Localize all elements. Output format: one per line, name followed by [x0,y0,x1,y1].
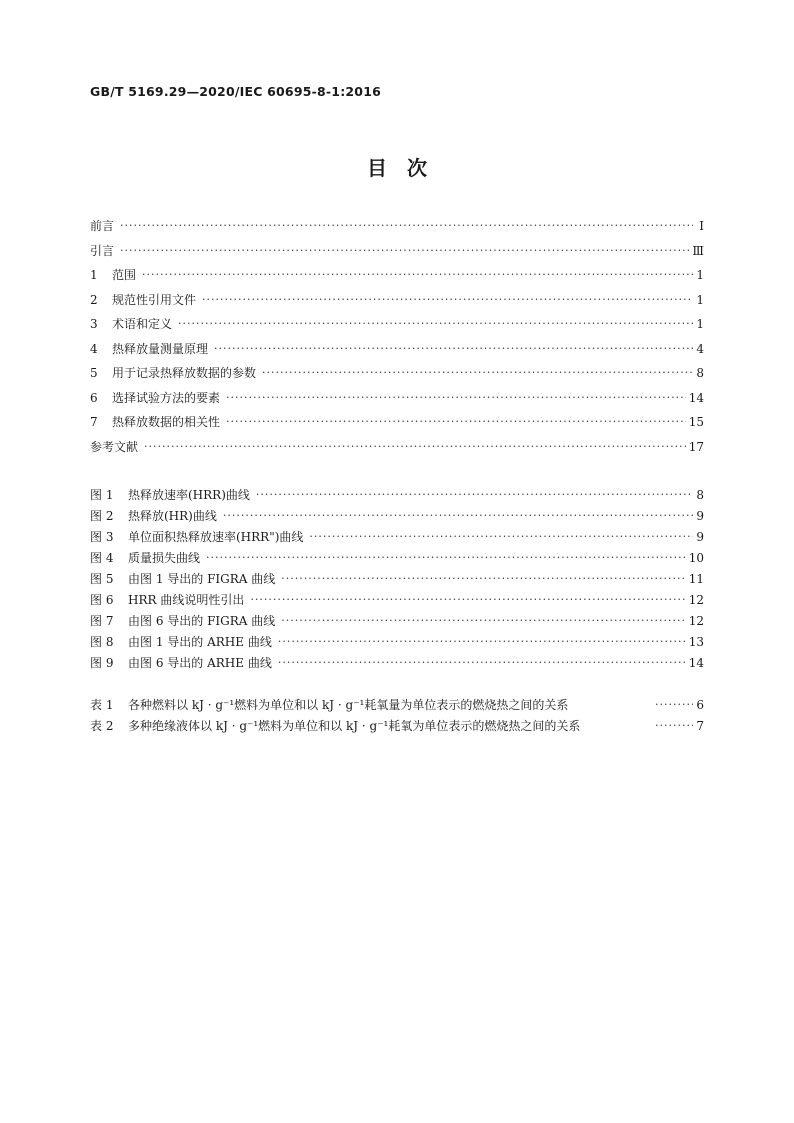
toc-entry[interactable] [90,360,704,380]
toc-entry[interactable] [90,608,704,628]
toc-entry-page: 9 [696,509,704,523]
toc-entry-label: HRR 曲线说明性引出 [128,593,245,607]
toc-entry-number: 3 [90,317,98,331]
dot-leader [281,572,685,586]
toc-entry[interactable] [90,587,704,607]
dot-leader [206,551,686,565]
toc-entry[interactable] [90,524,704,544]
toc-entry-number: 图 1 [90,488,114,502]
toc-entry-number: 图 3 [90,530,114,544]
toc-entry-number: 图 2 [90,509,114,523]
dot-leader [309,530,693,544]
toc-entry-label: 各种燃料以 kJ · g⁻¹燃料为单位和以 kJ · g⁻¹耗氧量为单位表示的燃烧热之间的关系 [128,698,569,712]
toc-entry-label: 用于记录热释放数据的参数 [112,366,257,380]
toc-entry-page: Ⅲ [692,243,704,258]
dot-leader [214,342,693,356]
toc-entry[interactable] [90,336,704,356]
toc-entry-label: 术语和定义 [112,317,173,331]
dot-leader [281,614,685,628]
toc-entry-page: 17 [688,439,704,454]
toc-entry-label: 由图 6 导出的 ARHE 曲线 [128,656,272,670]
toc-entry-page: 10 [688,551,704,565]
toc-entry-label: 由图 1 导出的 FIGRA 曲线 [128,572,276,586]
toc-entry-page: 6 [696,698,704,712]
toc-entry-page: Ⅰ [699,219,704,233]
dot-leader [202,293,693,307]
dot-leader [250,593,685,607]
toc-entry-page: 4 [696,341,704,356]
toc-entry-page: 1 [696,292,704,307]
toc-entry[interactable] [90,238,704,258]
toc-entry[interactable] [90,629,704,649]
toc-entry-page: 8 [696,488,704,502]
toc-entry-page: 9 [696,530,704,544]
toc-entry-label: 质量损失曲线 [128,551,201,565]
toc-entry[interactable] [90,213,704,233]
dot-leader [262,366,693,380]
dot-leader [655,698,693,712]
toc-entry-label: 单位面积热释放速率(HRR")曲线 [128,530,304,544]
dot-leader [655,719,693,733]
toc-entry-number: 7 [90,415,98,429]
dot-leader [178,317,693,331]
toc-entry-label: 范围 [112,268,137,282]
toc-entry-page: 15 [688,415,704,429]
toc-entry-label: 热释放(HR)曲线 [128,509,217,523]
toc-entry-page: 1 [696,268,704,282]
toc-entry-page: 13 [688,635,704,649]
toc-entry-number: 1 [90,268,98,282]
toc-entry[interactable] [90,385,704,405]
toc-entry-page: 12 [688,614,704,628]
toc-entry-label: 选择试验方法的要素 [112,390,221,405]
dot-leader [278,635,686,649]
toc-entry[interactable] [90,482,704,502]
document-header: GB/T 5169.29—2020/IEC 60695-8-1:2016 [90,84,381,99]
dot-leader [223,509,693,523]
dot-leader [226,391,686,405]
toc-entry-number: 5 [90,366,98,380]
toc-entry[interactable] [90,287,704,307]
toc-entry-page: 14 [688,390,704,405]
dot-leader [278,656,686,670]
page-title: 目 次 [367,156,427,180]
toc-entry-number: 图 8 [90,635,114,649]
toc-entry[interactable] [90,434,704,454]
toc-entry[interactable] [90,692,704,712]
toc-entry[interactable] [90,545,704,565]
toc-entry-label: 热释放速率(HRR)曲线 [128,488,250,502]
dot-leader [120,244,689,258]
toc-entry[interactable] [90,566,704,586]
toc-entry-label: 热释放量测量原理 [112,341,209,356]
toc-entry-label: 由图 1 导出的 ARHE 曲线 [128,635,272,649]
toc-entry-label: 规范性引用文件 [112,292,197,307]
toc-entry[interactable] [90,650,704,670]
toc-entry-number: 表 2 [90,718,114,733]
toc-entry[interactable] [90,713,704,733]
toc-entry-label: 引言 [90,243,115,258]
toc-entry-number: 表 1 [90,698,114,712]
dot-leader [144,440,686,454]
toc-entry-number: 图 6 [90,593,114,607]
toc-entry-label: 多种绝缘液体以 kJ · g⁻¹燃料为单位和以 kJ · g⁻¹耗氧为单位表示的燃烧热之间的关系 [128,718,581,733]
toc-entry-page: 8 [696,366,704,380]
toc-entry-number: 6 [90,390,98,405]
toc-entry[interactable] [90,409,704,429]
toc-entry-page: 14 [688,656,704,670]
toc-entry[interactable] [90,262,704,282]
toc-entry-number: 图 4 [90,551,114,565]
dot-leader [142,268,693,282]
toc-entry-label: 由图 6 导出的 FIGRA 曲线 [128,614,276,628]
toc-entry-number: 图 7 [90,614,114,628]
toc-entry-page: 11 [688,572,704,586]
toc-entry-label: 前言 [90,219,115,233]
toc-entry-number: 2 [90,292,98,307]
toc-entry-page: 1 [696,317,704,331]
toc-entry-page: 12 [688,593,704,607]
dot-leader [256,488,693,502]
toc-entry-label: 热释放数据的相关性 [112,415,221,429]
toc-entry[interactable] [90,503,704,523]
toc-entry-number: 图 9 [90,656,114,670]
toc-entry-number: 4 [90,341,98,356]
toc-entry-number: 图 5 [90,572,114,586]
toc-entry[interactable] [90,311,704,331]
toc-entry-page: 7 [696,718,704,733]
dot-leader [226,415,686,429]
toc-entry-label: 参考文献 [90,439,139,454]
dot-leader [120,219,693,233]
